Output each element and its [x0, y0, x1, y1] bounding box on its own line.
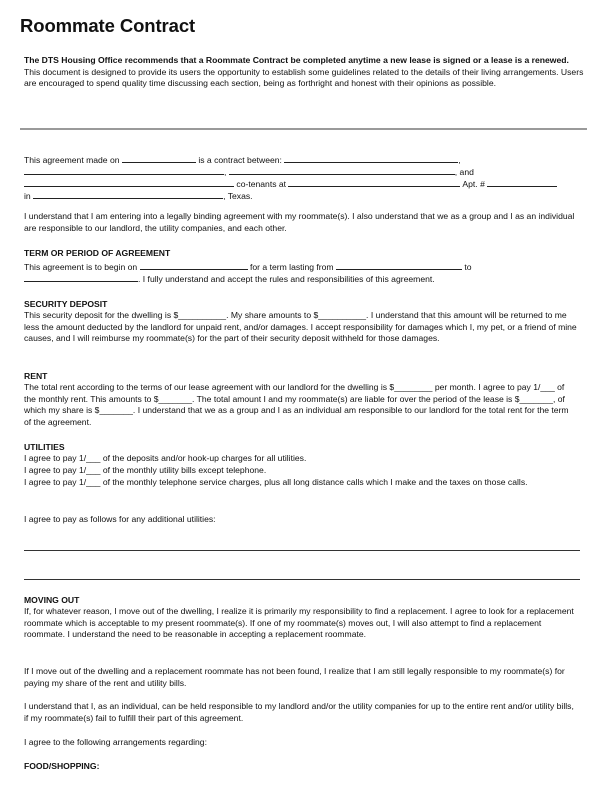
roommate-name-blank-3[interactable]	[229, 165, 455, 175]
moving-out-paragraph-1: If, for whatever reason, I move out of the dwelling, I realize it is primarily my responsibility to find a replacement. I agree to look for a replacement roommate which is acceptable to my present roommate(s). If one of my roommate(s) moves out, I will also attempt to find a replacement roommate. I understand the need to be reasonable in accepting a replacement roommate.	[24, 606, 574, 640]
intro-text: This document is designed to provide its users the opportunity to establish some guidelines related to the details of their living arrangements. Users are encouraged to spend quality time discussing each section, being as forthright and honest with their opinions as possible.	[24, 66, 584, 89]
begin-on-label: This agreement is to begin on	[24, 262, 138, 272]
begin-date-blank[interactable]	[140, 260, 248, 270]
agreement-line-4	[24, 189, 253, 203]
write-in-line-2[interactable]	[24, 579, 580, 580]
made-on-label: This agreement made on	[24, 155, 120, 165]
city-blank[interactable]	[33, 189, 223, 199]
to-label: to	[464, 262, 472, 272]
comma-2: ,	[224, 167, 227, 177]
roommate-name-blank-1[interactable]	[284, 153, 461, 165]
utilities-line-2: I agree to pay 1/___ of the monthly utility bills except telephone.	[24, 465, 267, 475]
roommate-name-blank-4[interactable]	[24, 177, 234, 187]
security-paragraph: This security deposit for the dwelling is $__________. My share amounts to $__________. I understand that this amount will be returned to me less the amount deducted by the landlord for unpaid rent, and/or damages. I accept responsibility for damages which I, my pet, or a friend of mine causes, and I will reimburse my roommate(s) for the part of their security deposit withheld for those damages.	[24, 310, 577, 344]
roommate-name-blank-2[interactable]	[24, 165, 227, 177]
moving-out-paragraph-2: If I move out of the dwelling and a replacement roommate has not been found, I realize that I am still legally responsible to my roommate(s) for paying my share of the rent and utility bills.	[24, 666, 565, 688]
intro-paragraph	[24, 55, 584, 90]
comma-1: ,	[458, 155, 461, 165]
texas-label: , Texas.	[223, 191, 253, 201]
apt-number-blank[interactable]	[487, 177, 557, 187]
term-heading: TERM OR PERIOD OF AGREEMENT	[24, 248, 171, 258]
understanding-paragraph: I understand that I am entering into a legally binding agreement with my roommate(s). I also understand that we as a group and I as an individual are responsible to our landlord, the utility companies, and each other.	[24, 211, 575, 233]
in-label: in	[24, 191, 31, 201]
date-blank[interactable]	[122, 153, 196, 163]
utilities-line-3: I agree to pay 1/___ of the monthly telephone service charges, plus all long distance calls which I make and the taxes on those calls.	[24, 477, 528, 487]
term-to-blank[interactable]	[24, 272, 138, 282]
page-title: Roommate Contract	[20, 15, 196, 36]
write-in-line-1[interactable]	[24, 550, 580, 551]
utilities-line-1: I agree to pay 1/___ of the deposits and/or hook-up charges for all utilities.	[24, 453, 307, 463]
section-divider	[20, 128, 587, 130]
utilities-heading: UTILITIES	[24, 442, 65, 452]
apt-label: Apt. #	[462, 179, 485, 189]
contract-between-label: is a contract between:	[198, 155, 282, 165]
co-tenants-label: co-tenants at	[236, 179, 287, 189]
rent-paragraph: The total rent according to the terms of our lease agreement with our landlord for the dwelling is $________ per month. I agree to pay 1/___ of the monthly rent. This amounts to $_______. The total amount I and my roommate(s) are liable for over the period of the lease is $_______, of which my share is $_______. I understand that we as a group and I as an individual am responsible to our landlord for the total rent for the term of the agreement.	[24, 382, 569, 427]
fully-understand-text: . I fully understand and accept the rules and responsibilities of this agreement.	[138, 274, 435, 284]
arrangements-label: I agree to the following arrangements regarding:	[24, 737, 207, 747]
food-shopping-heading: FOOD/SHOPPING:	[24, 761, 100, 771]
and-label: , and	[454, 167, 474, 177]
security-heading: SECURITY DEPOSIT	[24, 299, 108, 309]
address-blank[interactable]	[288, 177, 460, 187]
term-from-blank[interactable]	[336, 260, 462, 270]
term-line-2	[24, 272, 435, 286]
moving-out-paragraph-3: I understand that I, as an individual, can be held responsible to my landlord and/or the utility companies for up to the entire rent and/or utility bills, if my roommate(s) fail to fulfill their part of this agreement.	[24, 701, 574, 723]
additional-utilities-label: I agree to pay as follows for any additional utilities:	[24, 514, 216, 524]
intro-bold-text: The DTS Housing Office recommends that a Roommate Contract be completed anytime a new lease is signed or a lease is a renewed.	[24, 55, 569, 65]
moving-out-heading: MOVING OUT	[24, 595, 80, 605]
rent-heading: RENT	[24, 371, 48, 381]
term-lasting-label: for a term lasting from	[250, 262, 334, 272]
